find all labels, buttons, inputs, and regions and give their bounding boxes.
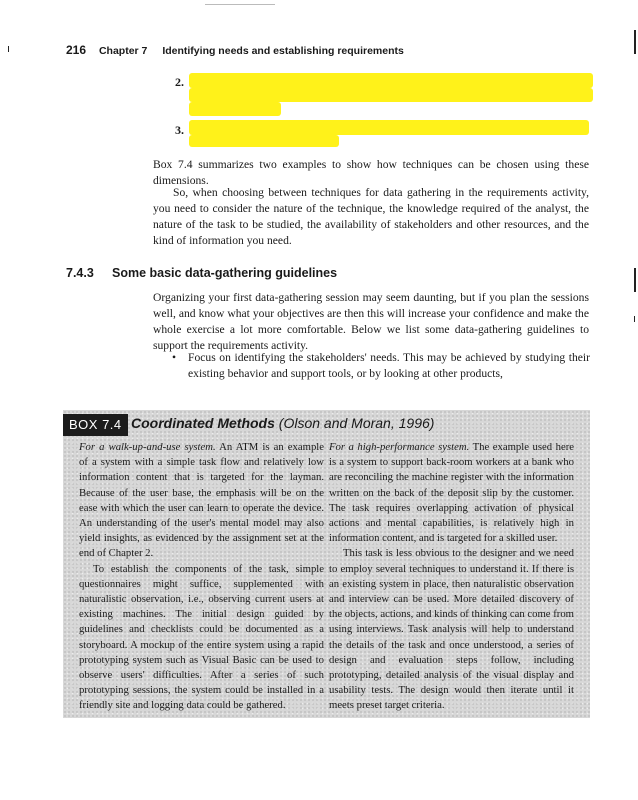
box-title	[131, 415, 434, 431]
section-number: 7.4.3	[66, 266, 94, 280]
box-left-lead: For a walk-up-and-use system.	[79, 441, 216, 453]
highlight-item-3-line-2	[189, 135, 339, 147]
box-right-paragraph-1	[329, 440, 574, 546]
paragraph-choosing-techniques: So, when choosing between techniques for data gathering in the requirements activity, you need to consider the nature of the technique, the knowledge required of the analyst, the nature of the task to be studied, the availability of stakeholders and other resources, and the kind of information you need.	[153, 186, 589, 247]
right-edge-mark-top	[634, 30, 636, 54]
bullet-dot-icon: •	[172, 351, 177, 364]
box-left-text-1: An ATM is an example of a system with a simple task flow and relatively low information content that is targeted for the layman. Because of the user base, the emphasis will be on the ease with which the user can learn to operate the device. An understanding of the user's mental model may also yield insights, as evidenced by the assignment set at the end of Chapter 2.	[79, 441, 324, 560]
highlight-item-2-line-2	[189, 88, 593, 102]
box-right-text-1: The example used here is a system to support back-room workers at a bank who are reconciling the machine register with the information written on the back of the deposit slip by the customer. The task requires overlapping activation of physical actions and mental capabilities, is relatively high in information content, and is targeted for a skilled user.	[329, 441, 575, 545]
box-left-paragraph-2: To establish the components of the task, simple questionnaires might suffice, supplemented with naturalistic observation, i.e., observing current users at existing machines. The initial design guided by guidelines and checklists could be documented as a storyboard. A mockup of the entire system using a rapid prototyping system such as Visual Basic can be used to observe users' difficulties. After a series of such prototyping sessions, the system could be installed in a friendly site and logging data could be gathered.	[79, 562, 324, 712]
chapter-title: Identifying needs and establishing requirements	[162, 45, 404, 57]
box-right-lead: For a high-performance system.	[329, 441, 470, 453]
page-number: 216	[66, 43, 87, 57]
right-edge-mark-mid	[634, 268, 636, 292]
section-title: Some basic data-gathering guidelines	[112, 266, 338, 280]
box-right-paragraph-2: This task is less obvious to the designer and we need to employ several techniques to understand it. If there is an existing system in place, then naturalistic observation and interview can be used. More detailed discovery of the objects, actions, and kinds of thinking can come from using interviews. Task analysis will help to understand the details of the task and once understood, a series of design and evaluation steps follow, including prototyping, detailed analysis of the visual display and usability tests. The design would then iterate until it meets preset target criteria.	[329, 547, 574, 712]
top-rule	[205, 4, 275, 5]
sidebar-box	[63, 410, 590, 718]
guideline-bullet	[172, 350, 590, 382]
paragraph-box-summary: Box 7.4 summarizes two examples to show how techniques can be chosen using these dimensions.	[153, 158, 589, 187]
box-label: BOX 7.4	[63, 414, 128, 436]
box-left-column	[79, 440, 324, 714]
right-edge-mark-low	[634, 316, 635, 322]
box-title-text: Coordinated Methods	[131, 415, 275, 431]
box-right-column	[329, 440, 574, 714]
item-number-3: 3.	[175, 123, 184, 137]
left-edge-mark	[8, 46, 9, 52]
item-number-2: 2.	[175, 75, 184, 89]
bullet-text: Focus on identifying the stakeholders' needs. This may be achieved by studying their existing behavior and support tools, or by looking at other products,	[188, 351, 590, 380]
highlight-item-3-line-1	[189, 120, 589, 135]
highlight-item-2-line-1	[189, 73, 593, 88]
chapter-label: Chapter 7	[98, 45, 148, 57]
running-head	[66, 43, 404, 57]
highlight-item-2-line-3	[189, 102, 281, 116]
box-left-paragraph-1	[79, 440, 324, 562]
section-heading	[66, 266, 337, 280]
box-citation: (Olson and Moran, 1996)	[278, 415, 435, 431]
section-intro-paragraph: Organizing your first data-gathering session may seem daunting, but if you plan the sessions well, and know what your objectives are then this will increase your confidence and make the whole exercise a lot more comfortable. Below we list some data-gathering guidelines to support the requirements activity.	[153, 291, 589, 352]
